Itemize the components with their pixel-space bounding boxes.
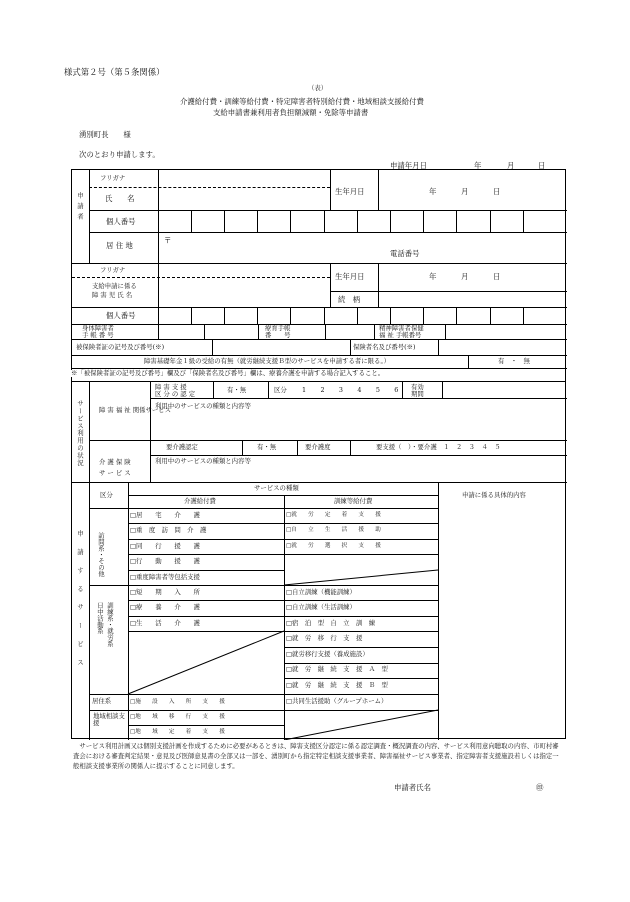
kunren-header: 訓練等給付費: [334, 497, 373, 505]
kunren-item[interactable]: □就 労 定 着 支 援: [286, 512, 381, 518]
care-cert-label: 要介護認定: [166, 443, 198, 451]
welfare-in-use-label: 利用中のサービスの種類と内容等: [155, 402, 251, 410]
applicant-birth-day: 日: [493, 187, 501, 196]
applicant-name-label: 氏 名: [105, 194, 135, 203]
consent-text: サービス利用計画又は個別支援計画を作成するために必要があるときは、障害支援区分認定に係る認定調査・概況調査の内容、サービス利用意向聴取の内容、市町村審査会における審査判定結果・意見及び医師意見書の全部又は一部を、湧別町から指定特定相談支援事業者、障害福祉サービス事業者、指定障害者支援施設若しくは指定一般相談支援事業所の関係人に提示することに同意します。: [73, 742, 559, 770]
kunren-item[interactable]: □就労移行支援（養成施設）: [286, 650, 369, 658]
applicant-birth-label: 生年月日: [335, 187, 365, 196]
services-side-label: 申請するサービス: [76, 530, 84, 678]
applicant-birth-year: 年: [429, 187, 437, 196]
valid-label-2: 期間: [411, 390, 424, 398]
child-birth-day: 日: [493, 272, 501, 281]
addressee: 湧別町長 様: [79, 130, 131, 139]
category-values: 1 2 3 4 5 6: [302, 386, 403, 394]
seal-mark: ㊞: [536, 783, 544, 792]
date-year: 年: [474, 161, 482, 170]
kaigo-item[interactable]: □同 行 援 護: [130, 542, 200, 550]
title-line2: 支給申請書兼利用者負担額減額・免除等申請書: [213, 108, 369, 117]
applicant-id-label: 個人番号: [106, 217, 136, 226]
title-line1: 介護給付費・訓練等給付費・特定障害者特別給付費・地域相談支援給付費: [180, 97, 424, 106]
division-header: 区分: [100, 491, 113, 499]
child-birth-label: 生年月日: [335, 272, 365, 281]
kunren-item[interactable]: □就 労 継 続 支 援 Ｂ 型: [286, 681, 388, 689]
page-side: （表）: [308, 84, 328, 92]
care-label-2: サ ー ビ ス: [99, 469, 131, 477]
cat-visit-label: 訪問系・その他: [97, 532, 105, 577]
pension-choice: 有 ・ 無: [498, 357, 530, 365]
care-level-values: 要支援（ ）・要介護 １ ２ ３ ４ ５: [376, 443, 501, 451]
applicant-phone-label: 電話番号: [390, 249, 420, 258]
date-day: 日: [538, 161, 546, 170]
care-cert-choice: 有・無: [257, 443, 277, 451]
form-number: 様式第２号（第５条関係）: [64, 67, 165, 77]
date-month: 月: [507, 161, 515, 170]
child-birth-month: 月: [461, 272, 469, 281]
kaigo-item[interactable]: □地 域 定 着 支 援: [130, 729, 225, 735]
kaigo-item[interactable]: □短 期 入 所: [130, 588, 200, 596]
mental-cert-label-2: 福 祉 手帳番号: [379, 331, 422, 339]
support-cert-label-2: 区 分 の 認 定: [155, 390, 196, 398]
insured-symbol-label: 被保険者証の記号及び番号(※): [76, 343, 165, 351]
service-form: [71, 381, 566, 739]
detail-header: 申請に係る具体的内容: [462, 491, 526, 499]
care-in-use-label: 利用中のサービスの種類と内容等: [155, 457, 251, 465]
signature-label: 申請者氏名: [394, 783, 431, 792]
support-cert-label-1: 障 害 支 援: [155, 383, 187, 391]
child-id-label: 個人番号: [106, 311, 136, 320]
insurer-name-label: 保険者名及び番号(※): [353, 343, 416, 351]
note-text: ※「被保険者証の記号及び番号」欄及び「保険者名及び番号」欄は、療養介護を申請する場合記入すること。: [71, 369, 385, 377]
pension-label: 障害基礎年金１級の受給の有無（就労継続支援Ｂ型のサービスを申請する者に限る。）: [144, 357, 391, 365]
kaigo-item[interactable]: □施 設 入 所 支 援: [130, 699, 225, 705]
kaigo-header: 介護給付費: [184, 497, 216, 505]
child-name-label-1: 支給申請に係る: [92, 282, 137, 290]
usage-side-label: サービス利用の状況: [76, 400, 84, 467]
cat-day-label: 日中活動系: [96, 602, 104, 634]
service-types-header: サービスの種類: [254, 484, 299, 492]
kaigo-item[interactable]: □地 域 移 行 支 援: [130, 714, 225, 720]
kunren-item[interactable]: □就 労 移 行 支 援: [286, 634, 363, 642]
welfare-service-label: 障 害 福 祉 関係サービス: [99, 406, 172, 414]
care-level-label: 要介護度: [305, 443, 331, 451]
child-furigana-label: フリガナ: [100, 266, 126, 274]
cat-residence-label: 居住系: [92, 697, 112, 705]
physical-cert-label-2: 手 帳 番 号: [82, 331, 114, 339]
cat-community-label: 地域相談支援: [93, 712, 125, 727]
support-cert-choice: 有・無: [227, 386, 247, 394]
mental-cert-label-1: 精神障害者保健: [379, 324, 424, 332]
kaigo-item[interactable]: □生 活 介 護: [130, 619, 200, 627]
kunren-item[interactable]: □共同生活援助（グループホーム）: [286, 697, 388, 705]
applicant-furigana-label: フリガナ: [100, 174, 126, 182]
rehab-cert-label-2: 番 号: [265, 331, 291, 339]
kunren-item[interactable]: □自 立 生 活 援 助: [286, 527, 381, 533]
applicant-side-label: 申請者: [76, 192, 84, 224]
child-relationship-label: 続 柄: [338, 295, 361, 304]
physical-cert-label-1: 身体障害者: [82, 324, 114, 332]
applicant-address-label: 居 住 地: [106, 241, 133, 250]
date-label: 申請年月日: [390, 161, 427, 170]
kaigo-item[interactable]: □療 養 介 護: [130, 603, 200, 611]
valid-label-1: 有効: [411, 383, 424, 391]
child-birth-year: 年: [429, 272, 437, 281]
rehab-cert-label-1: 療育手帳: [265, 324, 291, 332]
cat-training-label: 訓練系・就労系: [106, 602, 114, 647]
kaigo-item[interactable]: □居 宅 介 護: [130, 511, 200, 519]
kunren-item[interactable]: □就 労 選 択 支 援: [286, 543, 381, 549]
kaigo-item[interactable]: □重度障害者等包括支援: [130, 573, 200, 581]
intro-text: 次のとおり申請します。: [79, 150, 160, 159]
kaigo-item[interactable]: □行 動 援 護: [130, 557, 200, 565]
kunren-item[interactable]: □宿 泊 型 自 立 訓 練: [286, 619, 376, 627]
kunren-item[interactable]: □自立訓練（生活訓練）: [286, 603, 356, 611]
category-label: 区分: [274, 386, 287, 394]
child-name-label-2: 障 害 児 氏 名: [92, 291, 133, 299]
kunren-item[interactable]: □就 労 継 続 支 援 Ａ 型: [286, 665, 388, 673]
applicant-birth-month: 月: [461, 187, 469, 196]
postal-mark: 〒: [164, 236, 172, 245]
kaigo-item[interactable]: □重 度 訪 問 介 護: [130, 526, 207, 534]
care-label-1: 介 護 保 険: [99, 458, 131, 466]
kunren-item[interactable]: □自立訓練（機能訓練）: [286, 588, 356, 596]
